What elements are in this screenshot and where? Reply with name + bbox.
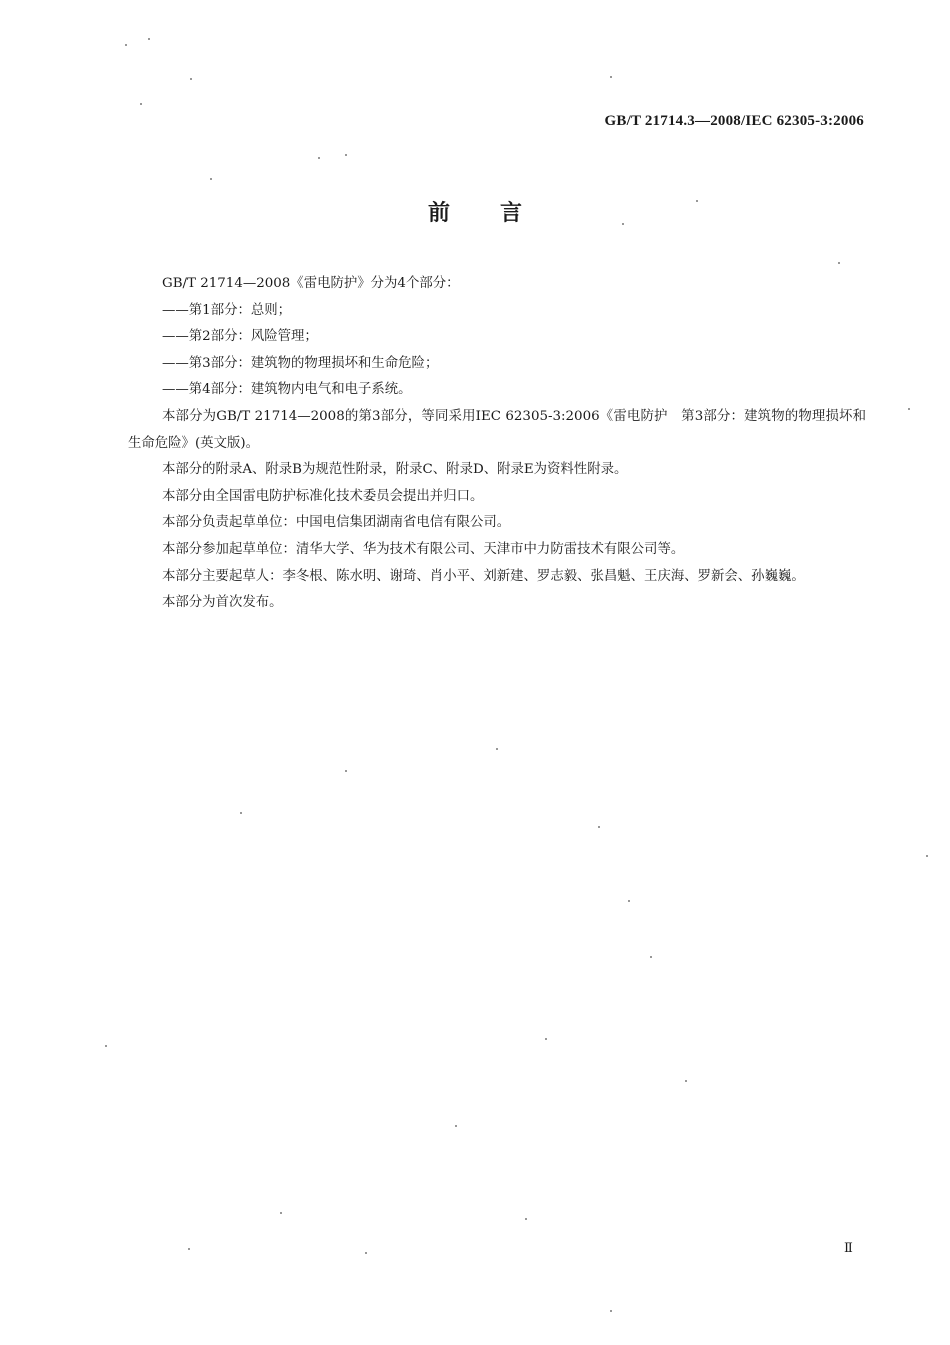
scan-speck xyxy=(838,262,840,264)
scan-speck xyxy=(525,1218,527,1220)
scan-speck xyxy=(908,408,910,410)
scan-speck xyxy=(140,103,142,105)
scan-speck xyxy=(190,78,192,80)
scan-speck xyxy=(125,44,127,46)
scan-speck xyxy=(345,154,347,156)
scan-speck xyxy=(365,1252,367,1254)
scan-speck xyxy=(628,900,630,902)
scan-speck xyxy=(188,1248,190,1250)
standard-number-header: GB/T 21714.3—2008/IEC 62305-3:2006 xyxy=(604,113,864,129)
scan-speck xyxy=(598,826,600,828)
page-title: 前言 xyxy=(427,201,572,226)
scan-speck xyxy=(105,1045,107,1047)
scan-speck xyxy=(496,748,498,750)
list-item-part-1: ——第1部分：总则； xyxy=(162,302,292,318)
paragraph-intro: GB/T 21714—2008《雷电防护》分为4个部分： xyxy=(162,276,460,291)
paragraph-annexes: 本部分的附录A、附录B为规范性附录，附录C、附录D、附录E为资料性附录。 xyxy=(162,462,628,478)
paragraph-proposer: 本部分由全国雷电防护标准化技术委员会提出并归口。 xyxy=(162,488,484,504)
paragraph-first-release: 本部分为首次发布。 xyxy=(162,595,283,611)
scan-speck xyxy=(610,1310,612,1312)
list-item-part-4: ——第4部分：建筑物内电气和电子系统。 xyxy=(162,382,412,398)
paragraph-main-drafters: 本部分主要起草人：李冬根、陈水明、谢琦、肖小平、刘新建、罗志毅、张昌魁、王庆海、罗新会、孙巍巍。 xyxy=(162,568,805,584)
scan-speck xyxy=(545,1038,547,1040)
scan-speck xyxy=(280,1212,282,1214)
list-item-part-3: ——第3部分：建筑物的物理损坏和生命危险； xyxy=(162,355,439,371)
scan-speck xyxy=(455,1125,457,1127)
scan-speck xyxy=(240,812,242,814)
foreword-body xyxy=(128,271,866,617)
paragraph-lead-drafter: 本部分负责起草单位：中国电信集团湖南省电信有限公司。 xyxy=(162,515,511,531)
page-number: Ⅱ xyxy=(844,1240,853,1255)
paragraph-adoption: 本部分为GB/T 21714—2008的第3部分，等同采用IEC 62305-3:2006《雷电防护 第3部分：建筑物的物理损坏和生命危险》(英文版)。 xyxy=(128,408,866,451)
scan-speck xyxy=(610,76,612,78)
scan-speck xyxy=(210,178,212,180)
scan-speck xyxy=(345,770,347,772)
scan-speck xyxy=(696,200,698,202)
scan-speck xyxy=(622,223,624,225)
paragraph-participating-drafters: 本部分参加起草单位：清华大学、华为技术有限公司、天津市中力防雷技术有限公司等。 xyxy=(162,541,685,557)
scan-speck xyxy=(148,38,150,40)
scan-speck xyxy=(318,157,320,159)
list-item-part-2: ——第2部分：风险管理； xyxy=(162,329,318,345)
scan-speck xyxy=(685,1080,687,1082)
scan-speck xyxy=(926,855,928,857)
scan-speck xyxy=(650,956,652,958)
